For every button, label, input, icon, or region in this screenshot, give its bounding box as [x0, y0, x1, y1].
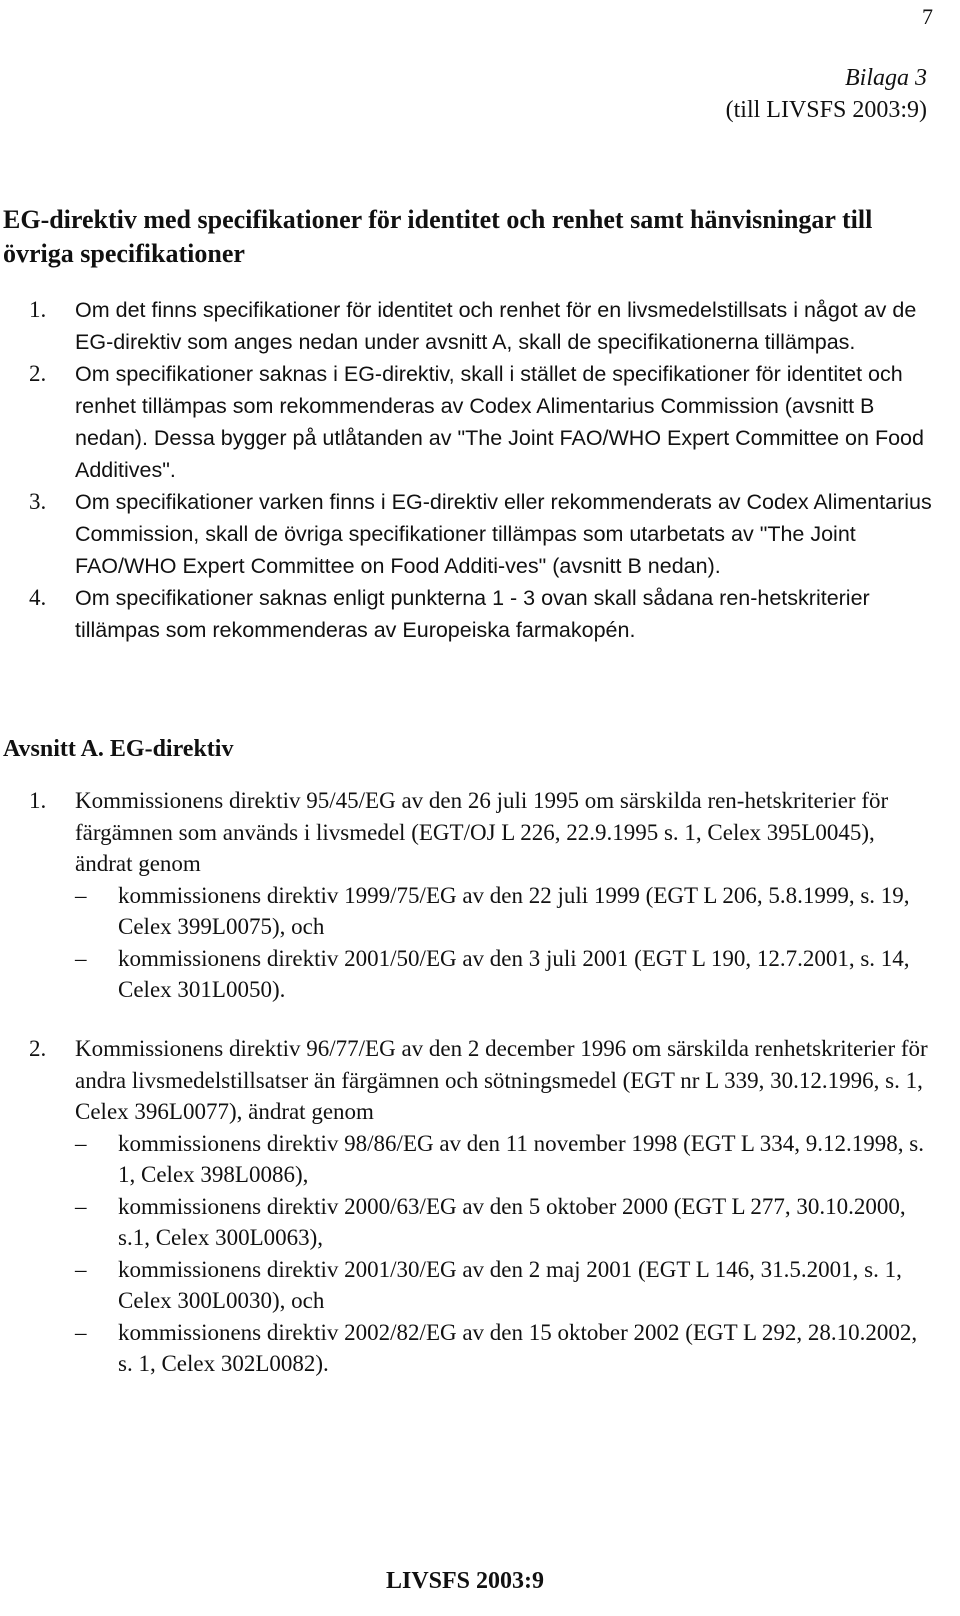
appendix-reference: [726, 62, 927, 126]
amendment-item: [75, 1191, 934, 1254]
dash-bullet: –: [75, 1256, 87, 1282]
amendment-item: [75, 943, 934, 1006]
amendment-text: kommissionens direktiv 2002/82/EG av den 15 oktober 2002 (EGT L 292, 28.10.2002, s. 1, Celex 302L0082).: [118, 1319, 918, 1376]
dash-bullet: –: [75, 945, 87, 971]
amendment-list: [75, 880, 934, 1006]
directive-number: 1.: [29, 788, 47, 813]
directive-text: Kommissionens direktiv 95/45/EG av den 26 juli 1995 om särskilda ren-hetskriterier för färgämnen som används i livsmedel (EGT/OJ L 226, 22.9.1995 s. 1, Celex 395L0045), ändrat genom: [75, 788, 889, 876]
dash-bullet: –: [75, 882, 87, 908]
amendment-text: kommissionens direktiv 2001/30/EG av den 2 maj 2001 (EGT L 146, 31.5.2001, s. 1, Celex 300L0030), och: [118, 1256, 902, 1313]
appendix-label: Bilaga 3: [845, 65, 927, 91]
intro-item: [29, 294, 934, 358]
intro-item: [29, 486, 934, 582]
item-text: Om det finns specifikationer för identitet och renhet för en livsmedelstillsats i något av de EG-direktiv som anges nedan under avsnitt A, skall de specifikationerna tillämpas.: [75, 298, 917, 354]
amendment-text: kommissionens direktiv 2001/50/EG av den 3 juli 2001 (EGT L 190, 12.7.2001, s. 14, Celex 301L0050).: [118, 945, 910, 1002]
item-text: Om specifikationer saknas enligt punkterna 1 - 3 ovan skall sådana ren-hetskriterier tillämpas som rekommenderas av Europeiska farmakopén.: [75, 586, 870, 642]
intro-item: [29, 582, 934, 646]
section-heading: Avsnitt A. EG-direktiv: [3, 736, 234, 762]
appendix-regulation: (till LIVSFS 2003:9): [725, 97, 927, 123]
directive-number: 2.: [29, 1036, 47, 1061]
amendment-text: kommissionens direktiv 98/86/EG av den 11 november 1998 (EGT L 334, 9.12.1998, s. 1, Celex 398L0086),: [118, 1130, 924, 1187]
item-number: 3.: [29, 489, 47, 514]
amendment-item: [75, 1254, 934, 1317]
page-footer: LIVSFS 2003:9: [385, 1568, 545, 1594]
item-number: 2.: [29, 361, 47, 386]
amendment-item: [75, 1317, 934, 1380]
directive-list: [29, 785, 934, 1006]
directive-text: Kommissionens direktiv 96/77/EG av den 2 december 1996 om särskilda renhetskriterier för andra livsmedelstillsatser än färgämnen och sötningsmedel (EGT nr L 339, 30.12.1996, s. 1, Celex 396L0077), ändrat genom: [75, 1036, 928, 1124]
dash-bullet: –: [75, 1193, 87, 1219]
item-text: Om specifikationer saknas i EG-direktiv, skall i stället de specifikationer för identitet och renhet tillämpas som rekommenderas av Codex Alimentarius Commission (avsnitt B nedan). Dessa bygger på utlåtanden av "The Joint FAO/WHO Expert Committee on Food Additives".: [75, 362, 924, 482]
dash-bullet: –: [75, 1319, 87, 1345]
amendment-list: [75, 1128, 934, 1380]
item-text: Om specifikationer varken finns i EG-direktiv eller rekommenderats av Codex Alimentarius Commission, skall de övriga specifikationer tillämpas som utarbetats av "The Joint FAO/WHO Expert Committee on Food Additi-ves" (avsnitt B nedan).: [75, 490, 932, 578]
intro-list: [29, 294, 934, 646]
item-number: 1.: [29, 297, 47, 322]
document-title: EG-direktiv med specifikationer för identitet och renhet samt hänvisningar till övriga specifikationer: [3, 205, 873, 268]
intro-item: [29, 358, 934, 486]
directive-item: [29, 1033, 934, 1380]
amendment-item: [75, 1128, 934, 1191]
amendment-text: kommissionens direktiv 1999/75/EG av den 22 juli 1999 (EGT L 206, 5.8.1999, s. 19, Celex 399L0075), och: [118, 882, 910, 939]
page-number: 7: [922, 4, 933, 29]
directive-item: [29, 785, 934, 1006]
directive-list: [29, 1033, 934, 1380]
amendment-item: [75, 880, 934, 943]
dash-bullet: –: [75, 1130, 87, 1156]
amendment-text: kommissionens direktiv 2000/63/EG av den 5 oktober 2000 (EGT L 277, 30.10.2000, s.1, Celex 300L0063),: [118, 1193, 906, 1250]
item-number: 4.: [29, 585, 47, 610]
